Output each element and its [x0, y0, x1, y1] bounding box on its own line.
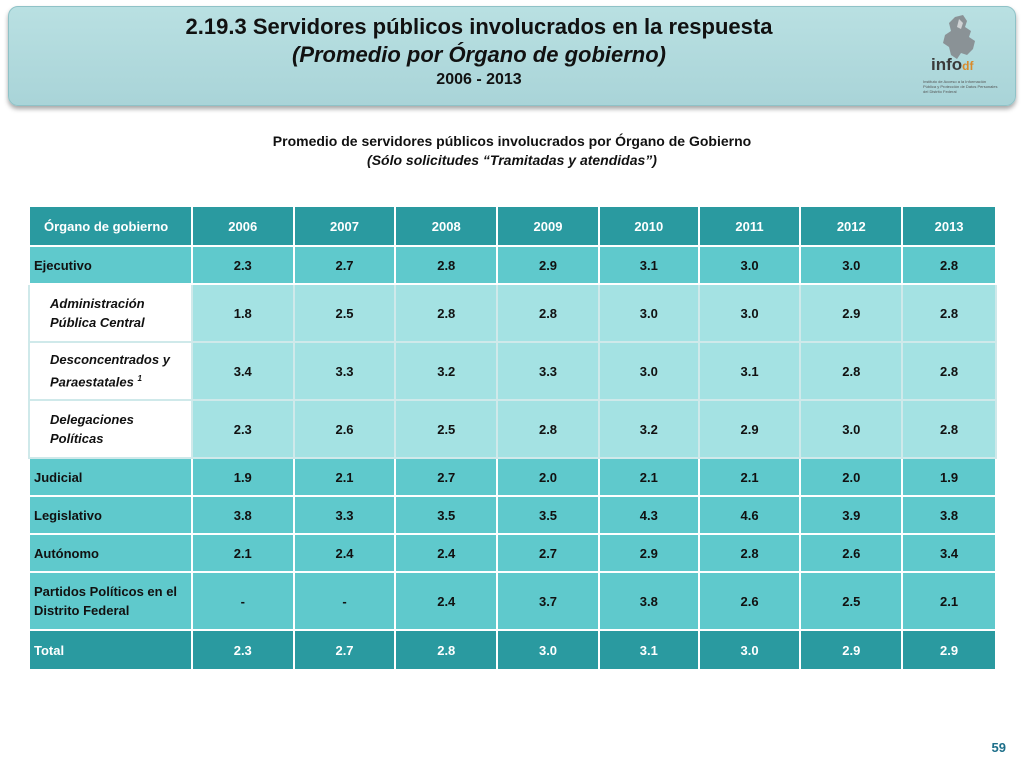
page-number: 59	[991, 740, 1006, 755]
column-header: 2011	[699, 206, 801, 246]
table-cell: 2.9	[800, 630, 902, 670]
table-cell: 2.8	[902, 246, 996, 284]
table-cell: 2.7	[395, 458, 497, 496]
title-line-3: 2006 - 2013	[436, 71, 522, 88]
title-line-2: (Promedio por Órgano de gobierno)	[292, 42, 666, 67]
subtitle-line-2: (Sólo solicitudes “Tramitadas y atendidas”)	[367, 152, 657, 168]
table-row	[29, 496, 996, 534]
data-table	[28, 205, 997, 671]
column-header: 2009	[497, 206, 599, 246]
table-cell: 3.0	[599, 284, 699, 342]
table-cell: 2.8	[497, 400, 599, 458]
table-cell: 2.4	[294, 534, 396, 572]
logo-caption: Instituto de Acceso a la Información Pública y Protección de Datos Personales del Distrito Federal	[923, 79, 998, 94]
row-label: Judicial	[29, 458, 192, 496]
table-row	[29, 400, 996, 458]
column-header: 2013	[902, 206, 996, 246]
table-cell: 3.2	[599, 400, 699, 458]
column-header: 2012	[800, 206, 902, 246]
table-cell: 3.1	[699, 342, 801, 400]
row-label: Legislativo	[29, 496, 192, 534]
table-cell: 3.7	[497, 572, 599, 630]
footnote-marker: 1	[137, 374, 142, 384]
table-cell: 3.8	[599, 572, 699, 630]
table-row	[29, 284, 996, 342]
table-cell: 3.4	[192, 342, 294, 400]
table-cell: 2.1	[599, 458, 699, 496]
table-cell: 2.6	[294, 400, 396, 458]
table-cell: 3.3	[497, 342, 599, 400]
table-cell: 2.8	[902, 400, 996, 458]
table-cell: 2.8	[902, 342, 996, 400]
table-cell: 2.0	[497, 458, 599, 496]
row-label: Total	[29, 630, 192, 670]
table-cell: 2.4	[395, 572, 497, 630]
table-cell: 3.4	[902, 534, 996, 572]
table-cell: 2.6	[699, 572, 801, 630]
table-cell: 3.2	[395, 342, 497, 400]
column-header: 2008	[395, 206, 497, 246]
table-cell: 3.8	[902, 496, 996, 534]
table-cell: 2.9	[599, 534, 699, 572]
table-cell: 1.8	[192, 284, 294, 342]
table-row	[29, 246, 996, 284]
title-banner	[8, 6, 1016, 106]
table-cell: 3.3	[294, 342, 396, 400]
table-cell: 4.3	[599, 496, 699, 534]
table-cell: -	[192, 572, 294, 630]
table-cell: 2.0	[800, 458, 902, 496]
table-cell: 1.9	[902, 458, 996, 496]
table-cell: 2.8	[395, 630, 497, 670]
table-cell: 2.9	[800, 284, 902, 342]
table-cell: 3.0	[800, 400, 902, 458]
table-cell: 2.1	[902, 572, 996, 630]
table-cell: 3.1	[599, 630, 699, 670]
table-cell: 2.8	[395, 284, 497, 342]
table-cell: 3.3	[294, 496, 396, 534]
table-cell: 2.5	[294, 284, 396, 342]
table-cell: 2.1	[192, 534, 294, 572]
table-cell: 4.6	[699, 496, 801, 534]
table-cell: -	[294, 572, 396, 630]
table-cell: 2.8	[497, 284, 599, 342]
table-cell: 2.4	[395, 534, 497, 572]
table-cell: 2.8	[902, 284, 996, 342]
table-row	[29, 458, 996, 496]
row-label: Administración Pública Central	[29, 284, 192, 342]
table-cell: 2.8	[699, 534, 801, 572]
table-cell: 2.1	[699, 458, 801, 496]
row-label: Delegaciones Políticas	[29, 400, 192, 458]
table-cell: 2.5	[395, 400, 497, 458]
table-row	[29, 342, 996, 400]
title-line-1: 2.19.3 Servidores públicos involucrados en la respuesta	[185, 14, 773, 39]
table-row	[29, 534, 996, 572]
column-header: 2006	[192, 206, 294, 246]
table-cell: 3.0	[599, 342, 699, 400]
table-cell: 3.0	[800, 246, 902, 284]
table-header-row	[29, 206, 996, 246]
table-cell: 2.3	[192, 400, 294, 458]
table-cell: 3.5	[497, 496, 599, 534]
table-cell: 3.1	[599, 246, 699, 284]
table-cell: 2.6	[800, 534, 902, 572]
table-cell: 3.5	[395, 496, 497, 534]
subtitle-line-1: Promedio de servidores públicos involucrados por Órgano de Gobierno	[272, 133, 752, 149]
table-cell: 2.1	[294, 458, 396, 496]
table-row	[29, 572, 996, 630]
table-cell: 2.5	[800, 572, 902, 630]
table-cell: 2.7	[294, 246, 396, 284]
row-label: Ejecutivo	[29, 246, 192, 284]
table-cell: 2.3	[192, 630, 294, 670]
logo-wordmark: infodf	[931, 55, 974, 74]
table-cell: 2.9	[699, 400, 801, 458]
table-cell: 2.7	[497, 534, 599, 572]
table-cell: 3.8	[192, 496, 294, 534]
table-cell: 1.9	[192, 458, 294, 496]
table-cell: 2.9	[497, 246, 599, 284]
row-label: Desconcentrados y Paraestatales $^1$	[29, 342, 192, 400]
page-title	[9, 13, 949, 91]
table-cell: 3.0	[497, 630, 599, 670]
table-cell: 3.9	[800, 496, 902, 534]
table-cell: 2.7	[294, 630, 396, 670]
table-cell: 2.8	[800, 342, 902, 400]
table-cell: 3.0	[699, 284, 801, 342]
column-header: 2007	[294, 206, 396, 246]
infodf-logo	[921, 17, 1001, 99]
table-cell: 2.8	[395, 246, 497, 284]
table-subtitle	[0, 132, 1024, 170]
table-cell: 2.9	[902, 630, 996, 670]
row-label: Partidos Políticos en el Distrito Federal	[29, 572, 192, 630]
table-cell: 2.3	[192, 246, 294, 284]
column-header: 2010	[599, 206, 699, 246]
row-label: Autónomo	[29, 534, 192, 572]
table-total-row	[29, 630, 996, 670]
table-cell: 3.0	[699, 246, 801, 284]
column-header: Órgano de gobierno	[29, 206, 192, 246]
table-cell: 3.0	[699, 630, 801, 670]
